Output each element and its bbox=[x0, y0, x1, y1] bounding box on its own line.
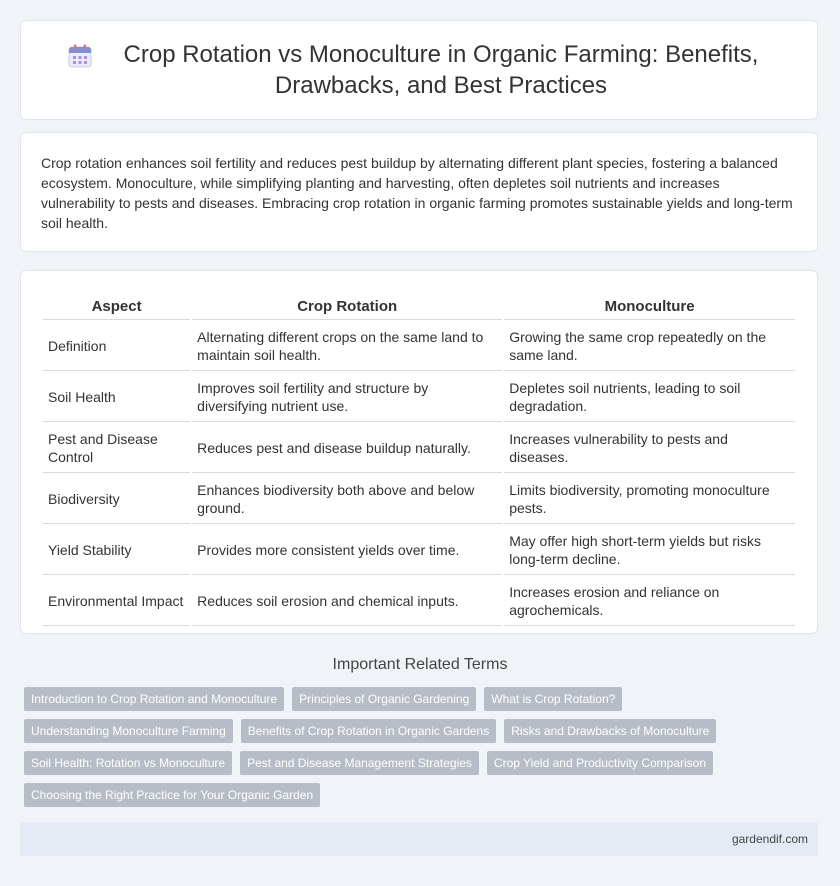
comparison-table bbox=[41, 293, 797, 628]
table-row bbox=[43, 526, 795, 575]
footer-site[interactable]: gardendif.com bbox=[731, 832, 808, 846]
cell-aspect: Definition bbox=[43, 322, 190, 371]
cell-crop-rotation: Provides more consistent yields over time. bbox=[192, 526, 502, 575]
tag-introduction[interactable]: Introduction to Crop Rotation and Monoculture bbox=[24, 687, 284, 711]
cell-crop-rotation: Enhances biodiversity both above and below ground. bbox=[192, 475, 502, 524]
calendar-icon bbox=[67, 43, 93, 69]
table-header-row bbox=[43, 295, 795, 320]
header-card bbox=[20, 20, 818, 120]
table-row bbox=[43, 475, 795, 524]
cell-aspect: Biodiversity bbox=[43, 475, 190, 524]
summary-card bbox=[20, 132, 818, 252]
cell-crop-rotation: Improves soil fertility and structure by diversifying nutrient use. bbox=[192, 373, 502, 422]
tag-pest-disease-management[interactable]: Pest and Disease Management Strategies bbox=[240, 751, 479, 775]
table-row bbox=[43, 424, 795, 473]
cell-aspect: Environmental Impact bbox=[43, 577, 190, 626]
cell-aspect: Soil Health bbox=[43, 373, 190, 422]
tag-benefits-crop-rotation[interactable]: Benefits of Crop Rotation in Organic Gardens bbox=[241, 719, 496, 743]
tag-principles-organic-gardening[interactable]: Principles of Organic Gardening bbox=[292, 687, 476, 711]
table-row bbox=[43, 322, 795, 371]
cell-monoculture: Growing the same crop repeatedly on the same land. bbox=[504, 322, 795, 371]
tag-understanding-monoculture[interactable]: Understanding Monoculture Farming bbox=[24, 719, 233, 743]
comparison-table-card bbox=[20, 270, 818, 634]
related-terms-tags bbox=[24, 687, 824, 815]
cell-aspect: Yield Stability bbox=[43, 526, 190, 575]
tag-crop-yield-comparison[interactable]: Crop Yield and Productivity Comparison bbox=[487, 751, 713, 775]
tag-what-is-crop-rotation[interactable]: What is Crop Rotation? bbox=[484, 687, 622, 711]
table-row bbox=[43, 373, 795, 422]
cell-monoculture: May offer high short-term yields but risks long-term decline. bbox=[504, 526, 795, 575]
cell-crop-rotation: Reduces pest and disease buildup naturally. bbox=[192, 424, 502, 473]
footer bbox=[20, 822, 818, 856]
tag-risks-monoculture[interactable]: Risks and Drawbacks of Monoculture bbox=[504, 719, 716, 743]
header-monoculture: Monoculture bbox=[504, 295, 795, 320]
header-aspect: Aspect bbox=[43, 295, 190, 320]
cell-monoculture: Limits biodiversity, promoting monoculture pests. bbox=[504, 475, 795, 524]
tag-soil-health[interactable]: Soil Health: Rotation vs Monoculture bbox=[24, 751, 232, 775]
cell-crop-rotation: Alternating different crops on the same land to maintain soil health. bbox=[192, 322, 502, 371]
tag-choosing-right-practice[interactable]: Choosing the Right Practice for Your Organic Garden bbox=[24, 783, 320, 807]
cell-aspect: Pest and Disease Control bbox=[43, 424, 190, 473]
header bbox=[67, 39, 771, 101]
summary-text: Crop rotation enhances soil fertility and reduces pest buildup by alternating different plant species, fostering a balanced ecosystem. Monoculture, while simplifying planting and harvesting, often depletes soil nutrients and increases vulnerability to pests and diseases. Embracing crop rotation in organic farming promotes sustainable yields and long-term soil health. bbox=[41, 155, 793, 231]
related-terms-title: Important Related Terms bbox=[332, 656, 508, 673]
cell-monoculture: Increases vulnerability to pests and diseases. bbox=[504, 424, 795, 473]
header-crop-rotation: Crop Rotation bbox=[192, 295, 502, 320]
cell-monoculture: Depletes soil nutrients, leading to soil degradation. bbox=[504, 373, 795, 422]
table-row bbox=[43, 577, 795, 626]
cell-monoculture: Increases erosion and reliance on agrochemicals. bbox=[504, 577, 795, 626]
page-title: Crop Rotation vs Monoculture in Organic Farming: Benefits, Drawbacks, and Best Practices bbox=[123, 41, 759, 99]
cell-crop-rotation: Reduces soil erosion and chemical inputs. bbox=[192, 577, 502, 626]
